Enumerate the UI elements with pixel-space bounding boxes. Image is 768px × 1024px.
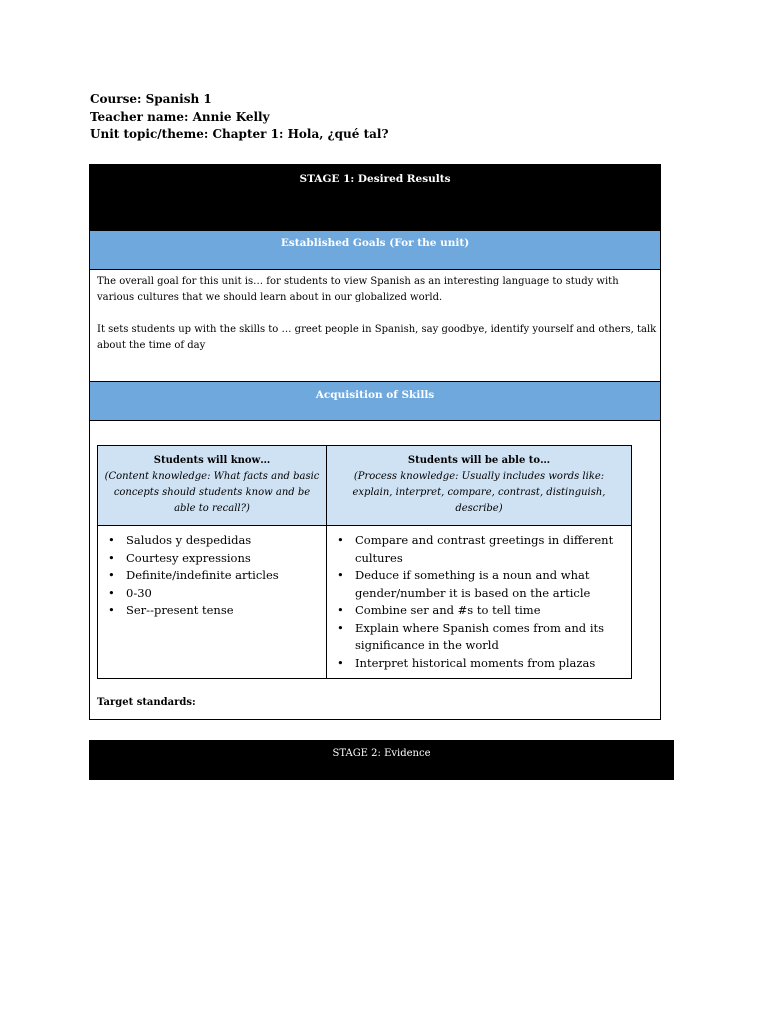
unit-line: Unit topic/theme: Chapter 1: Hola, ¿qué tal? bbox=[90, 127, 389, 141]
list-item: • Interpret historical moments from plazas bbox=[355, 655, 621, 673]
target-standards-label: Target standards: bbox=[97, 697, 196, 708]
able-list-cell bbox=[327, 526, 632, 679]
list-item: • Compare and contrast greetings in different cultures bbox=[355, 532, 621, 567]
able-header bbox=[327, 446, 632, 526]
stage2-title: STAGE 2: Evidence bbox=[89, 740, 674, 780]
know-list bbox=[98, 526, 326, 626]
list-item: • Combine ser and #s to tell time bbox=[355, 602, 621, 620]
able-subtitle: (Process knowledge: Usually includes words like: explain, interpret, compare, contrast, distinguish, describe) bbox=[352, 471, 606, 514]
able-title: Students will be able to… bbox=[407, 455, 551, 466]
know-header bbox=[98, 446, 327, 526]
list-item: • Courtesy expressions bbox=[126, 550, 316, 568]
goals-text bbox=[97, 274, 657, 370]
stage1-title: STAGE 1: Desired Results bbox=[90, 165, 660, 230]
goals-paragraph: It sets students up with the skills to … greet people in Spanish, say goodbye, identify yourself and others, talk about the time of day bbox=[97, 324, 657, 351]
list-item: • 0-30 bbox=[126, 585, 316, 603]
able-list bbox=[327, 526, 631, 678]
list-item: • Ser--present tense bbox=[126, 602, 316, 620]
goals-heading: Established Goals (For the unit) bbox=[90, 230, 660, 270]
know-list-cell bbox=[98, 526, 327, 679]
course-line: Course: Spanish 1 bbox=[90, 92, 212, 106]
stage1-section bbox=[89, 164, 661, 720]
list-item: • Definite/indefinite articles bbox=[126, 567, 316, 585]
know-subtitle: (Content knowledge: What facts and basic concepts should students know and be able to recall?) bbox=[104, 471, 320, 514]
teacher-line: Teacher name: Annie Kelly bbox=[90, 109, 270, 124]
list-item: • Explain where Spanish comes from and its significance in the world bbox=[355, 620, 621, 655]
skills-heading: Acquisition of Skills bbox=[90, 381, 660, 421]
know-title: Students will know… bbox=[153, 455, 271, 466]
skills-table bbox=[97, 445, 632, 679]
list-item: • Saludos y despedidas bbox=[126, 532, 316, 550]
document-header bbox=[90, 91, 388, 144]
list-item: • Deduce if something is a noun and what gender/number it is based on the article bbox=[355, 567, 621, 602]
goals-paragraph: The overall goal for this unit is… for students to view Spanish as an interesting language to study with various cultures that we should learn about in our globalized world. bbox=[97, 276, 619, 303]
